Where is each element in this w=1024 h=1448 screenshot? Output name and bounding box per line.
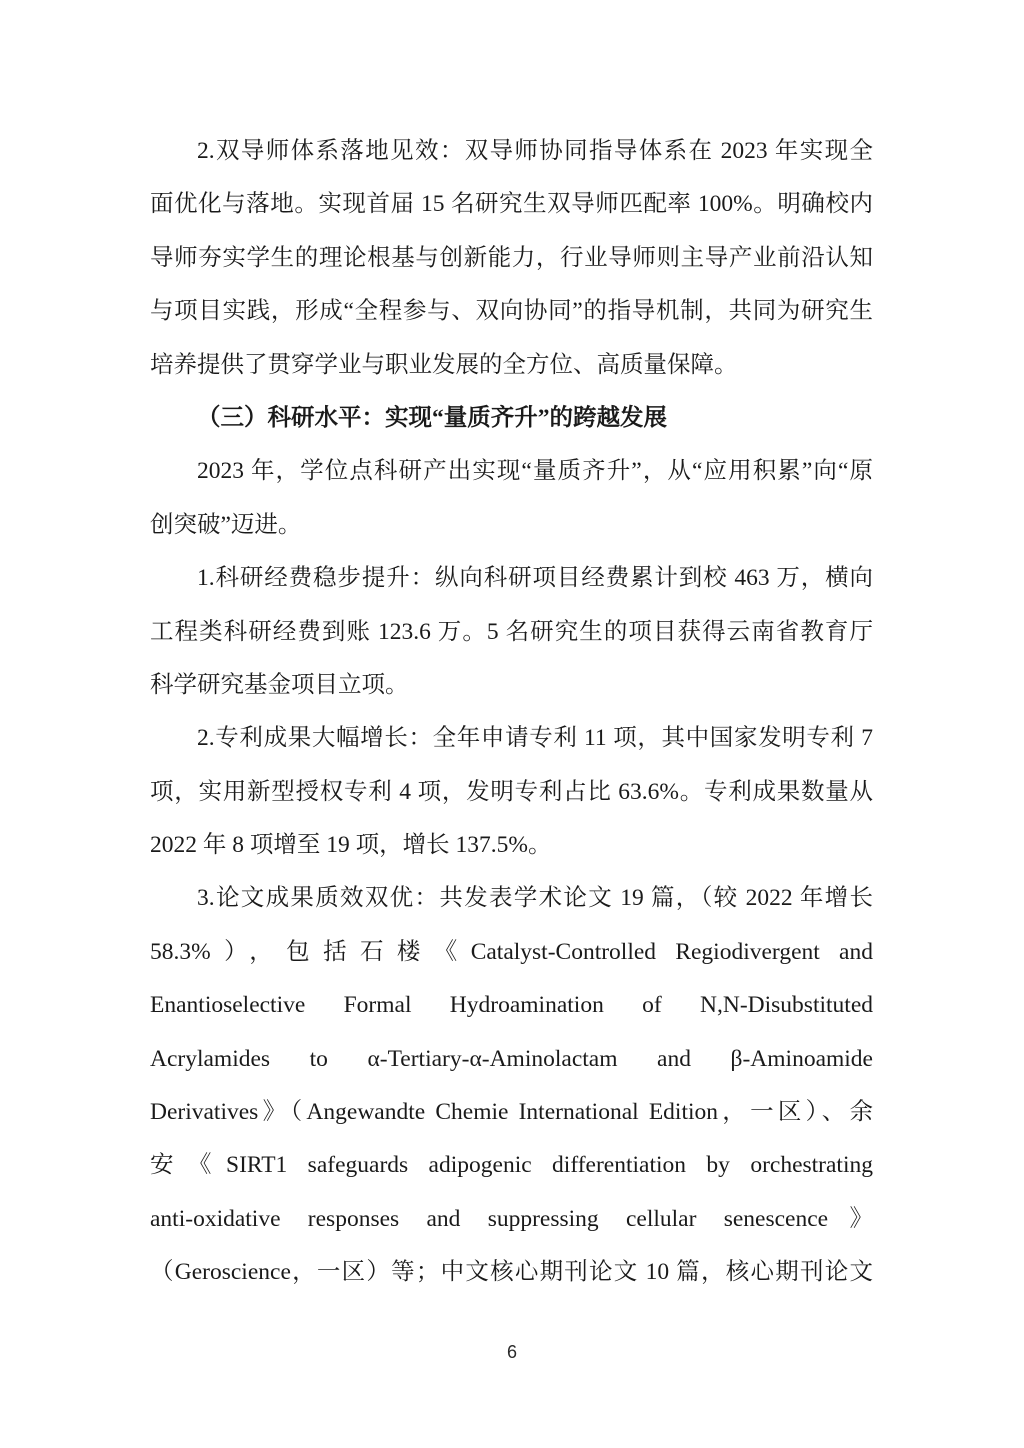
text-line: Derivatives》（Angewandte Chemie International Edition，一区）、余: [150, 1099, 873, 1126]
page-content: [150, 125, 873, 1300]
text-line: 面优化与落地。实现首届 15 名研究生双导师匹配率 100%。明确校内: [150, 191, 873, 218]
text-line: Enantioselective Formal Hydroamination of N,N-Disubstituted: [150, 992, 873, 1019]
text-line: anti-oxidative responses and suppressing cellular senescence》: [150, 1205, 873, 1232]
text-line: 创突破”迈进。: [150, 511, 302, 538]
section-heading-text: （三）科研水平：实现“量质齐升”的跨越发展: [197, 404, 667, 431]
text-line: 与项目实践，形成“全程参与、双向协同”的指导机制，共同为研究生: [150, 298, 873, 325]
paragraph-dual-mentor-system: [150, 125, 873, 392]
heading-research-level: [150, 392, 873, 445]
text-line: 1.科研经费稳步提升：纵向科研项目经费累计到校 463 万，横向: [197, 565, 873, 592]
text-line: 培养提供了贯穿学业与职业发展的全方位、高质量保障。: [150, 351, 738, 378]
text-line: 2022 年 8 项增至 19 项，增长 137.5%。: [150, 832, 552, 859]
text-line: 导师夯实学生的理论根基与创新能力，行业导师则主导产业前沿认知: [150, 244, 873, 271]
text-line: 2.专利成果大幅增长：全年申请专利 11 项，其中国家发明专利 7: [197, 725, 873, 752]
text-line: 2.双导师体系落地见效：双导师协同指导体系在 2023 年实现全: [197, 138, 873, 164]
text-line: 工程类科研经费到账 123.6 万。5 名研究生的项目获得云南省教育厅: [150, 618, 873, 645]
text-line: Acrylamides to α-Tertiary-α-Aminolactam and β-Aminoamide: [150, 1045, 873, 1072]
text-line: 2023 年，学位点科研产出实现“量质齐升”，从“应用积累”向“原: [197, 458, 873, 485]
page-footer: [0, 1340, 1024, 1364]
text-line: 58.3%），包括石楼《Catalyst-Controlled Regiodivergent and: [150, 938, 873, 965]
text-line: 3.论文成果质效双优：共发表学术论文 19 篇，（较 2022 年增长: [197, 885, 873, 912]
text-line: 安《SIRT1 safeguards adipogenic differentiation by orchestrating: [150, 1152, 873, 1179]
text-line: 项，实用新型授权专利 4 项，发明专利占比 63.6%。专利成果数量从: [150, 778, 873, 805]
paragraph-paper-output: [150, 872, 873, 1299]
page-number: 6: [506, 1342, 517, 1362]
paragraph-research-overview: [150, 445, 873, 552]
paragraph-patent-growth: [150, 712, 873, 872]
text-line: （Geroscience，一区）等；中文核心期刊论文 10 篇，核心期刊论文: [150, 1259, 873, 1286]
text-line: 科学研究基金项目立项。: [150, 671, 409, 698]
paragraph-research-funding: [150, 552, 873, 712]
